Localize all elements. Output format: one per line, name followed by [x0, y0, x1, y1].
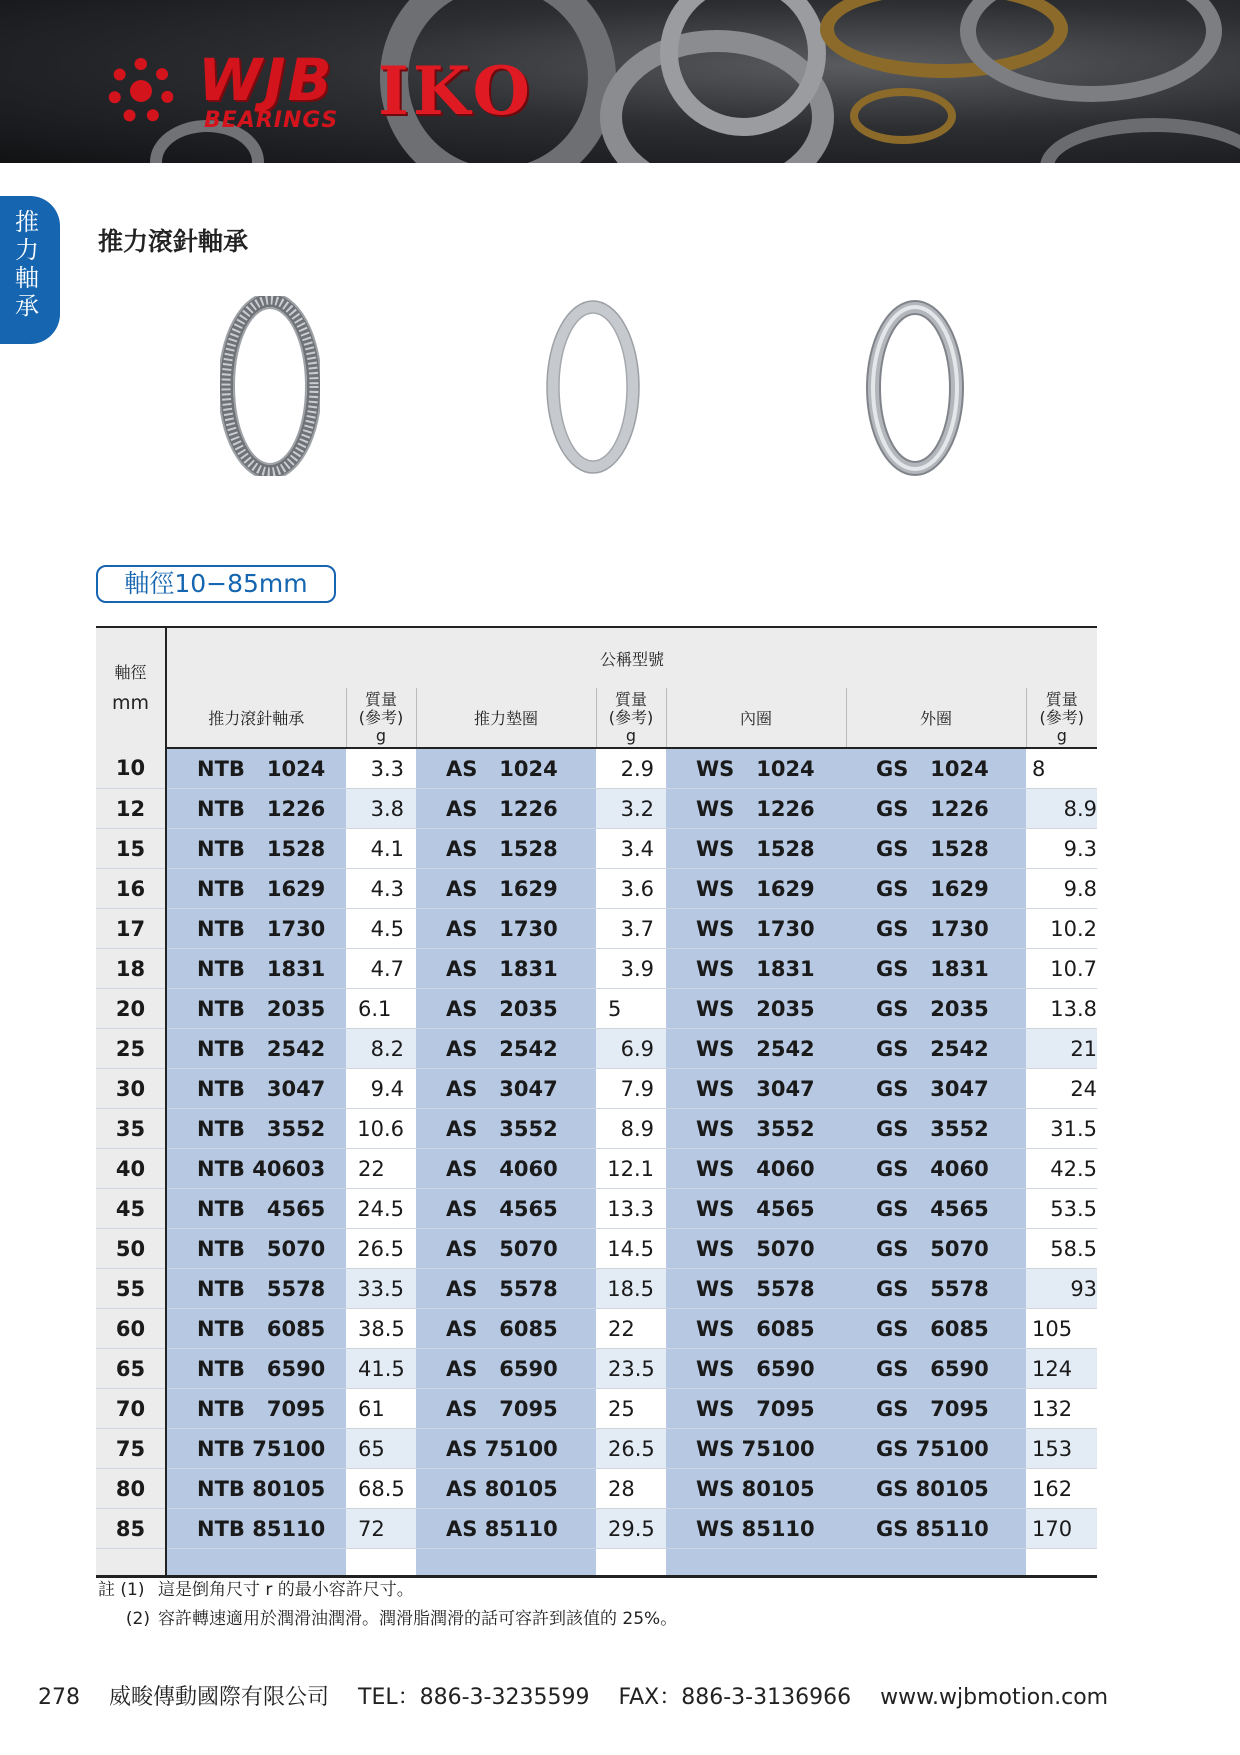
thrust-washer-mass-cell: 3.7 — [596, 909, 666, 949]
thrust-bearing-mass-cell: 26.5 — [346, 1229, 416, 1269]
outer-ring-mass-cell: 170 — [1026, 1509, 1097, 1549]
shaft-diameter-cell: 55 — [96, 1269, 166, 1309]
col-header-outer-ring: 外圈 — [846, 688, 1026, 748]
thrust-washer-model-cell: AS 1730 — [416, 909, 596, 949]
table-row — [96, 1029, 1097, 1069]
thrust-washer-model-cell: AS 1831 — [416, 949, 596, 989]
thrust-washer-mass-cell: 18.5 — [596, 1269, 666, 1309]
note-2-text: 容許轉速適用於潤滑油潤滑。潤滑脂潤滑的話可容許到該值的 25%。 — [158, 1609, 678, 1629]
shaft-diameter-cell: 85 — [96, 1509, 166, 1549]
shaft-diameter-cell: 60 — [96, 1309, 166, 1349]
outer-ring-mass-cell: 8.9 — [1026, 789, 1097, 829]
note-2-label: (2) — [125, 1609, 150, 1629]
outer-ring-model-cell: GS 1226 — [846, 789, 1026, 829]
thrust-bearing-mass-cell: 4.5 — [346, 909, 416, 949]
shaft-diameter-cell: 80 — [96, 1469, 166, 1509]
mass-ref: (參考) — [608, 707, 654, 727]
inner-ring-model-cell: WS 2035 — [666, 989, 846, 1029]
inner-ring-model-cell: WS 1024 — [666, 748, 846, 789]
fax: FAX：886-3-3136966 — [618, 1685, 852, 1710]
inner-ring-model-cell: WS 3047 — [666, 1069, 846, 1109]
thrust-bearing-mass-cell: 9.4 — [346, 1069, 416, 1109]
shaft-diameter-cell: 40 — [96, 1149, 166, 1189]
thrust-washer-mass-cell: 8.9 — [596, 1109, 666, 1149]
size-header-label: 軸徑 — [114, 663, 147, 682]
thrust-bearing-mass-cell: 65 — [346, 1429, 416, 1469]
thrust-bearing-model-cell: NTB 5070 — [166, 1229, 346, 1269]
outer-ring-model-cell: GS 5578 — [846, 1269, 1026, 1309]
section-side-tab — [0, 196, 60, 344]
outer-ring-mass-cell: 93 — [1026, 1269, 1097, 1309]
thrust-bearing-mass-cell: 3.8 — [346, 789, 416, 829]
shaft-diameter-cell: 25 — [96, 1029, 166, 1069]
header-banner — [0, 0, 1240, 163]
thrust-bearing-model-cell: NTB 85110 — [166, 1509, 346, 1549]
inner-ring-model-cell: WS 75100 — [666, 1429, 846, 1469]
thrust-washer-model-cell: AS 1528 — [416, 829, 596, 869]
thrust-washer-mass-cell: 3.6 — [596, 869, 666, 909]
thrust-bearing-model-cell: NTB 1730 — [166, 909, 346, 949]
outer-ring-model-cell: GS 4565 — [846, 1189, 1026, 1229]
thrust-bearing-mass-cell: 61 — [346, 1389, 416, 1429]
mass-label: 質量 — [614, 689, 647, 709]
thrust-bearing-model-cell: NTB 3552 — [166, 1109, 346, 1149]
outer-ring-model-cell: GS 80105 — [846, 1469, 1026, 1509]
brand-logos — [108, 46, 548, 142]
thrust-bearing-model-cell: NTB 1528 — [166, 829, 346, 869]
table-row — [96, 1389, 1097, 1429]
thrust-washer-model-cell: AS 1629 — [416, 869, 596, 909]
page-number: 278 — [38, 1685, 80, 1710]
thrust-bearing-mass-cell: 8.2 — [346, 1029, 416, 1069]
shaft-diameter-cell: 16 — [96, 869, 166, 909]
outer-ring-mass-cell: 24 — [1026, 1069, 1097, 1109]
outer-ring-mass-cell: 105 — [1026, 1309, 1097, 1349]
spacer-cell — [166, 1549, 346, 1577]
shaft-diameter-cell: 45 — [96, 1189, 166, 1229]
mass-ref: (參考) — [1039, 707, 1085, 727]
thrust-washer-mass-cell: 28 — [596, 1469, 666, 1509]
outer-ring-model-cell: GS 1528 — [846, 829, 1026, 869]
thrust-washer-mass-cell: 2.9 — [596, 748, 666, 789]
mass-label: 質量 — [1045, 689, 1078, 709]
table-row — [96, 1269, 1097, 1309]
table-row — [96, 989, 1097, 1029]
outer-ring-model-cell: GS 1730 — [846, 909, 1026, 949]
thrust-washer-model-cell: AS 80105 — [416, 1469, 596, 1509]
spacer-cell — [596, 1549, 666, 1577]
inner-ring-model-cell: WS 1629 — [666, 869, 846, 909]
note-2 — [98, 1605, 677, 1634]
spacer-cell — [666, 1549, 846, 1577]
inner-ring-model-cell: WS 2542 — [666, 1029, 846, 1069]
spacer-cell — [346, 1549, 416, 1577]
thrust-washer-model-cell: AS 7095 — [416, 1389, 596, 1429]
inner-ring-model-cell: WS 1226 — [666, 789, 846, 829]
thrust-bearing-mass-cell: 10.6 — [346, 1109, 416, 1149]
col-header-washer-mass — [596, 688, 666, 748]
table-row — [96, 909, 1097, 949]
page-footer — [38, 1680, 1130, 1711]
thrust-bearing-model-cell: NTB 40603 — [166, 1149, 346, 1189]
thrust-bearing-spec-table — [96, 626, 1097, 1578]
outer-ring-model-cell: GS 1024 — [846, 748, 1026, 789]
table-row — [96, 949, 1097, 989]
thrust-washer-model-cell: AS 4565 — [416, 1189, 596, 1229]
outer-ring-mass-cell: 162 — [1026, 1469, 1097, 1509]
outer-ring-model-cell: GS 2542 — [846, 1029, 1026, 1069]
thrust-washer-mass-cell: 29.5 — [596, 1509, 666, 1549]
table-row — [96, 1429, 1097, 1469]
mass-ref: (參考) — [358, 707, 404, 727]
shaft-diameter-cell: 75 — [96, 1429, 166, 1469]
outer-ring-model-cell: GS 1831 — [846, 949, 1026, 989]
outer-ring-model-cell: GS 6590 — [846, 1349, 1026, 1389]
mass-unit: g — [1056, 725, 1067, 745]
thrust-bearing-model-cell: NTB 2035 — [166, 989, 346, 1029]
outer-ring-model-cell: GS 4060 — [846, 1149, 1026, 1189]
table-row — [96, 869, 1097, 909]
table-row — [96, 748, 1097, 789]
outer-ring-mass-cell: 13.8 — [1026, 989, 1097, 1029]
thrust-bearing-model-cell: NTB 1831 — [166, 949, 346, 989]
outer-ring-model-cell: GS 5070 — [846, 1229, 1026, 1269]
thrust-washer-mass-cell: 3.9 — [596, 949, 666, 989]
table-row — [96, 1469, 1097, 1509]
table-row — [96, 1109, 1097, 1149]
table-spacer-row — [96, 1549, 1097, 1577]
inner-ring-model-cell: WS 1730 — [666, 909, 846, 949]
shaft-diameter-cell: 35 — [96, 1109, 166, 1149]
thrust-washer-model-cell: AS 2542 — [416, 1029, 596, 1069]
thrust-bearing-mass-cell: 4.7 — [346, 949, 416, 989]
thrust-bearing-mass-cell: 4.3 — [346, 869, 416, 909]
size-header — [96, 627, 166, 748]
shaft-diameter-cell: 18 — [96, 949, 166, 989]
banner-bearing-decoration — [960, 0, 1222, 102]
note-1 — [98, 1576, 677, 1605]
inner-ring-model-cell: WS 6085 — [666, 1309, 846, 1349]
website-link[interactable]: www.wjbmotion.com — [880, 1685, 1109, 1710]
thrust-washer-model-cell: AS 4060 — [416, 1149, 596, 1189]
table-row — [96, 1229, 1097, 1269]
shaft-diameter-cell: 50 — [96, 1229, 166, 1269]
nominal-model-header: 公稱型號 — [166, 627, 1097, 688]
col-header-washer: 推力墊圈 — [416, 688, 596, 748]
outer-ring-mass-cell: 10.7 — [1026, 949, 1097, 989]
mass-label: 質量 — [364, 689, 397, 709]
thrust-bearing-model-cell: NTB 3047 — [166, 1069, 346, 1109]
outer-ring-model-cell: GS 85110 — [846, 1509, 1026, 1549]
table-row — [96, 1509, 1097, 1549]
outer-ring-mass-cell: 153 — [1026, 1429, 1097, 1469]
thrust-washer-mass-cell: 7.9 — [596, 1069, 666, 1109]
thrust-washer-mass-cell: 13.3 — [596, 1189, 666, 1229]
needle-thrust-bearing-image — [220, 296, 320, 476]
thrust-bearing-mass-cell: 33.5 — [346, 1269, 416, 1309]
thrust-washer-model-cell: AS 3047 — [416, 1069, 596, 1109]
thrust-bearing-model-cell: NTB 80105 — [166, 1469, 346, 1509]
thrust-bearing-mass-cell: 24.5 — [346, 1189, 416, 1229]
thrust-washer-mass-cell: 26.5 — [596, 1429, 666, 1469]
shaft-diameter-cell: 10 — [96, 748, 166, 789]
thrust-bearing-model-cell: NTB 6590 — [166, 1349, 346, 1389]
thrust-washer-mass-cell: 6.9 — [596, 1029, 666, 1069]
inner-ring-model-cell: WS 6590 — [666, 1349, 846, 1389]
thrust-bearing-mass-cell: 6.1 — [346, 989, 416, 1029]
spacer-cell — [96, 1549, 166, 1577]
note-1-text: 這是倒角尺寸 r 的最小容許尺寸。 — [158, 1580, 414, 1600]
thrust-bearing-model-cell: NTB 4565 — [166, 1189, 346, 1229]
mass-unit: g — [625, 725, 637, 745]
outer-ring-model-cell: GS 2035 — [846, 989, 1026, 1029]
bearings-logo-text: BEARINGS — [204, 108, 339, 133]
outer-ring-mass-cell: 31.5 — [1026, 1109, 1097, 1149]
thrust-washer-mass-cell: 5 — [596, 989, 666, 1029]
inner-ring-model-cell: WS 1831 — [666, 949, 846, 989]
inner-ring-model-cell: WS 5578 — [666, 1269, 846, 1309]
outer-ring-model-cell: GS 3047 — [846, 1069, 1026, 1109]
side-tab-label: 推力軸承 — [15, 208, 39, 320]
thrust-bearing-model-cell: NTB 1629 — [166, 869, 346, 909]
outer-ring-mass-cell: 58.5 — [1026, 1229, 1097, 1269]
col-header-thrust-bearing: 推力滾針軸承 — [166, 688, 346, 748]
thrust-washer-model-cell: AS 6590 — [416, 1349, 596, 1389]
thrust-bearing-model-cell: NTB 1226 — [166, 789, 346, 829]
shaft-diameter-cell: 30 — [96, 1069, 166, 1109]
table-row — [96, 1309, 1097, 1349]
thrust-washer-model-cell: AS 75100 — [416, 1429, 596, 1469]
shaft-diameter-cell: 17 — [96, 909, 166, 949]
outer-ring-model-cell: GS 1629 — [846, 869, 1026, 909]
outer-ring-mass-cell: 8 — [1026, 748, 1097, 789]
size-header-unit: mm — [111, 692, 150, 714]
wjb-ring-center-icon — [130, 80, 152, 102]
thrust-bearing-model-cell: NTB 6085 — [166, 1309, 346, 1349]
thrust-washer-mass-cell: 25 — [596, 1389, 666, 1429]
thrust-washer-model-cell: AS 6085 — [416, 1309, 596, 1349]
thrust-bearing-model-cell: NTB 1024 — [166, 748, 346, 789]
shaft-diameter-cell: 12 — [96, 789, 166, 829]
thrust-bearing-model-cell: NTB 2542 — [166, 1029, 346, 1069]
notes — [98, 1576, 677, 1634]
thrust-washer-model-cell: AS 5070 — [416, 1229, 596, 1269]
outer-ring-model-cell: GS 7095 — [846, 1389, 1026, 1429]
outer-ring-mass-cell: 53.5 — [1026, 1189, 1097, 1229]
col-header-outer-mass — [1026, 688, 1097, 748]
table-row — [96, 1069, 1097, 1109]
thrust-washer-model-cell: AS 85110 — [416, 1509, 596, 1549]
thrust-bearing-mass-cell: 72 — [346, 1509, 416, 1549]
thrust-bearing-mass-cell: 41.5 — [346, 1349, 416, 1389]
shaft-diameter-cell: 70 — [96, 1389, 166, 1429]
thrust-bearing-mass-cell: 68.5 — [346, 1469, 416, 1509]
outer-ring-mass-cell: 9.3 — [1026, 829, 1097, 869]
wjb-logo: WJB — [198, 46, 334, 114]
note-1-label: 註 (1) — [98, 1580, 145, 1600]
table-row — [96, 829, 1097, 869]
banner-bearing-decoration — [850, 88, 956, 144]
thrust-washer-model-cell: AS 1226 — [416, 789, 596, 829]
inner-ring-model-cell: WS 80105 — [666, 1469, 846, 1509]
inner-ring-model-cell: WS 4565 — [666, 1189, 846, 1229]
outer-ring-model-cell: GS 6085 — [846, 1309, 1026, 1349]
outer-ring-mass-cell: 21 — [1026, 1029, 1097, 1069]
thrust-washer-model-cell: AS 2035 — [416, 989, 596, 1029]
spacer-cell — [846, 1549, 1026, 1577]
spacer-cell — [416, 1549, 596, 1577]
inner-ring-model-cell: WS 4060 — [666, 1149, 846, 1189]
company-name: 威畯傳動國際有限公司 — [109, 1685, 330, 1710]
page-title: 推力滾針軸承 — [98, 227, 249, 256]
thrust-bearing-model-cell: NTB 7095 — [166, 1389, 346, 1429]
table-row — [96, 789, 1097, 829]
thrust-washer-model-cell: AS 3552 — [416, 1109, 596, 1149]
outer-ring-mass-cell: 132 — [1026, 1389, 1097, 1429]
thrust-washer-model-cell: AS 1024 — [416, 748, 596, 789]
thrust-washer-mass-cell: 12.1 — [596, 1149, 666, 1189]
telephone: TEL：886-3-3235599 — [358, 1685, 590, 1710]
col-header-bearing-mass — [346, 688, 416, 748]
outer-ring-mass-cell: 10.2 — [1026, 909, 1097, 949]
outer-ring-model-cell: GS 3552 — [846, 1109, 1026, 1149]
spacer-cell — [1026, 1549, 1097, 1577]
inner-ring-model-cell: WS 5070 — [666, 1229, 846, 1269]
iko-logo: IKO — [378, 52, 534, 130]
thrust-washer-mass-cell: 3.4 — [596, 829, 666, 869]
table-row — [96, 1349, 1097, 1389]
inner-ring-model-cell: WS 7095 — [666, 1389, 846, 1429]
thrust-bearing-mass-cell: 22 — [346, 1149, 416, 1189]
outer-ring-model-cell: GS 75100 — [846, 1429, 1026, 1469]
thrust-bearing-mass-cell: 3.3 — [346, 748, 416, 789]
thrust-bearing-model-cell: NTB 75100 — [166, 1429, 346, 1469]
banner-bearing-decoration — [1040, 118, 1240, 163]
inner-ring-model-cell: WS 3552 — [666, 1109, 846, 1149]
mass-unit: g — [375, 725, 387, 745]
shaft-diameter-badge: 軸徑10−85mm — [96, 565, 336, 603]
thrust-washer-mass-cell: 3.2 — [596, 789, 666, 829]
table-row — [96, 1149, 1097, 1189]
spec-table-body — [96, 748, 1097, 1577]
col-header-inner-ring: 內圈 — [666, 688, 846, 748]
outer-ring-mass-cell: 42.5 — [1026, 1149, 1097, 1189]
outer-ring-mass-cell: 9.8 — [1026, 869, 1097, 909]
thrust-washer-model-cell: AS 5578 — [416, 1269, 596, 1309]
thrust-washer-mass-cell: 23.5 — [596, 1349, 666, 1389]
shaft-diameter-cell: 15 — [96, 829, 166, 869]
table-row — [96, 1189, 1097, 1229]
shaft-diameter-cell: 20 — [96, 989, 166, 1029]
thrust-bearing-mass-cell: 4.1 — [346, 829, 416, 869]
shaft-diameter-cell: 65 — [96, 1349, 166, 1389]
raceway-ring-image — [866, 300, 964, 476]
inner-ring-model-cell: WS 1528 — [666, 829, 846, 869]
outer-ring-mass-cell: 124 — [1026, 1349, 1097, 1389]
inner-ring-model-cell: WS 85110 — [666, 1509, 846, 1549]
thrust-washer-mass-cell: 22 — [596, 1309, 666, 1349]
thrust-bearing-mass-cell: 38.5 — [346, 1309, 416, 1349]
thrust-washer-mass-cell: 14.5 — [596, 1229, 666, 1269]
thrust-bearing-model-cell: NTB 5578 — [166, 1269, 346, 1309]
thrust-washer-image — [546, 300, 640, 474]
